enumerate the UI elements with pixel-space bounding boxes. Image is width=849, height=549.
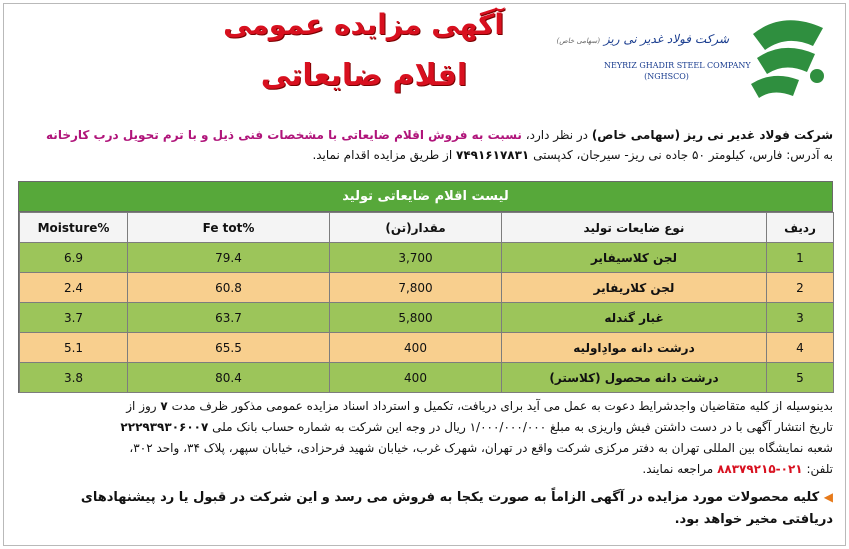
bottom-line2-text: تاریخ انتشار آگهی با در دست داشتن فیش واریزی به مبلغ ۱/۰۰۰/۰۰۰/۰۰۰ ریال در وجه این شرکت به شماره حساب بانک ملی (208, 420, 833, 434)
cell-idx: 2 (767, 273, 834, 303)
company-logo-icon (743, 14, 833, 100)
cell-fe: 65.5 (128, 333, 330, 363)
note-line2: دریافتی مخیر خواهد بود. (674, 512, 833, 527)
intro-line2 (13, 145, 833, 165)
ad-title: آگهی مزایده عمومی (223, 8, 504, 41)
cell-name: غبار گندله (502, 303, 767, 333)
table-title: لیست اقلام ضایعاتی تولید (19, 182, 832, 212)
table-header-row (20, 213, 834, 243)
advertisement-frame (3, 3, 846, 546)
intro-postal-code: ۷۴۹۱۶۱۷۸۳۱ (456, 148, 530, 162)
cell-idx: 5 (767, 363, 834, 393)
cell-qty: 400 (330, 363, 502, 393)
company-type-text: (سهامی خاص) (556, 37, 600, 45)
intro-address: به آدرس: فارس، کیلومتر ۵۰ جاده نی ریز- سیرجان، کدپستی (529, 148, 833, 162)
phone-number: ۰۲۱-۸۸۳۷۹۲۱۵ (717, 462, 803, 476)
cell-qty: 5,800 (330, 303, 502, 333)
cell-idx: 4 (767, 333, 834, 363)
cell-moisture: 3.7 (20, 303, 128, 333)
bottom-line1-end: روز از (126, 399, 161, 413)
header (4, 4, 847, 122)
table-row (20, 273, 834, 303)
cell-idx: 3 (767, 303, 834, 333)
cell-qty: 400 (330, 333, 502, 363)
bottom-line2 (13, 417, 833, 438)
cell-name: درشت دانه محصول (کلاستر) (502, 363, 767, 393)
company-name-fa (556, 32, 729, 46)
bottom-paragraph (13, 396, 833, 480)
cell-moisture: 2.4 (20, 273, 128, 303)
intro-line1 (13, 125, 833, 145)
bank-account-number: ۲۲۲۹۳۹۳۰۶۰۰۷ (120, 420, 209, 434)
header-name: نوع ضایعات تولید (502, 213, 767, 243)
phone-label: تلفن: (802, 462, 833, 476)
cell-name: درشت دانه موادِاولیه (502, 333, 767, 363)
cell-name: لجن کلاسیفایر (502, 243, 767, 273)
intro-company: شرکت فولاد غدیر نی ریز (سهامی خاص) (591, 128, 833, 142)
cell-fe: 60.8 (128, 273, 330, 303)
note-paragraph (13, 486, 833, 531)
bottom-line1 (13, 396, 833, 417)
company-name-en (604, 60, 751, 82)
intro-address-end: از طریق مزایده اقدام نماید. (312, 148, 456, 162)
header-fe: Fe tot% (128, 213, 330, 243)
header-moisture: Moisture% (20, 213, 128, 243)
table-row (20, 333, 834, 363)
cell-fe: 63.7 (128, 303, 330, 333)
items-table (18, 181, 833, 393)
cell-name: لجن کلاریفایر (502, 273, 767, 303)
items-table-grid (19, 212, 834, 393)
bottom-line4 (13, 459, 833, 480)
note-line1-text: کلیه محصولات مورد مزایده در آگهی الزاماً به صورت یکجا به فروش می رسد و این شرکت در قبول یا رد پیشنهادهای (80, 490, 820, 505)
table-row (20, 303, 834, 333)
cell-moisture: 3.8 (20, 363, 128, 393)
bottom-line3: شعبه نمایشگاه بین المللی تهران به دفتر مرکزی شرکت واقع در تهران، شهرک غرب، خیابان شهید فرحزادی، خیابان سپهر، پلاک ۳۴، واحد ۳۰۲، (129, 441, 833, 455)
company-name-en-line2: (NGHSCO) (644, 72, 689, 81)
intro-mid: در نظر دارد، (521, 128, 592, 142)
cell-fe: 80.4 (128, 363, 330, 393)
intro-paragraph (13, 125, 833, 165)
deadline-days: ۷ (160, 399, 168, 413)
note-line1 (13, 486, 833, 509)
bottom-line1-text: بدینوسیله از کلیه متقاضیان واجدشرایط دعوت به عمل می آید برای دریافت، تکمیل و استرداد اسناد مزایده عمومی مذکور ظرف مدت (167, 399, 833, 413)
cell-qty: 7,800 (330, 273, 502, 303)
cell-moisture: 6.9 (20, 243, 128, 273)
cell-qty: 3,700 (330, 243, 502, 273)
company-name-fa-text: شرکت فولاد غدیر نی ریز (603, 32, 729, 46)
cell-moisture: 5.1 (20, 333, 128, 363)
header-idx: ردیف (767, 213, 834, 243)
ad-subtitle: اقلام ضایعاتی (260, 58, 468, 93)
table-row (20, 363, 834, 393)
cell-fe: 79.4 (128, 243, 330, 273)
company-name-en-line1: NEYRIZ GHADIR STEEL COMPANY (604, 61, 751, 70)
header-qty: مقدار(تن) (330, 213, 502, 243)
table-row (20, 243, 834, 273)
intro-highlight: نسبت به فروش اقلام ضایعاتی با مشخصات فنی ذیل و با ترم تحویل درب کارخانه (46, 128, 522, 142)
triangle-bullet-icon: ◀ (823, 490, 833, 504)
cell-idx: 1 (767, 243, 834, 273)
phone-end: مراجعه نمایند. (642, 462, 718, 476)
